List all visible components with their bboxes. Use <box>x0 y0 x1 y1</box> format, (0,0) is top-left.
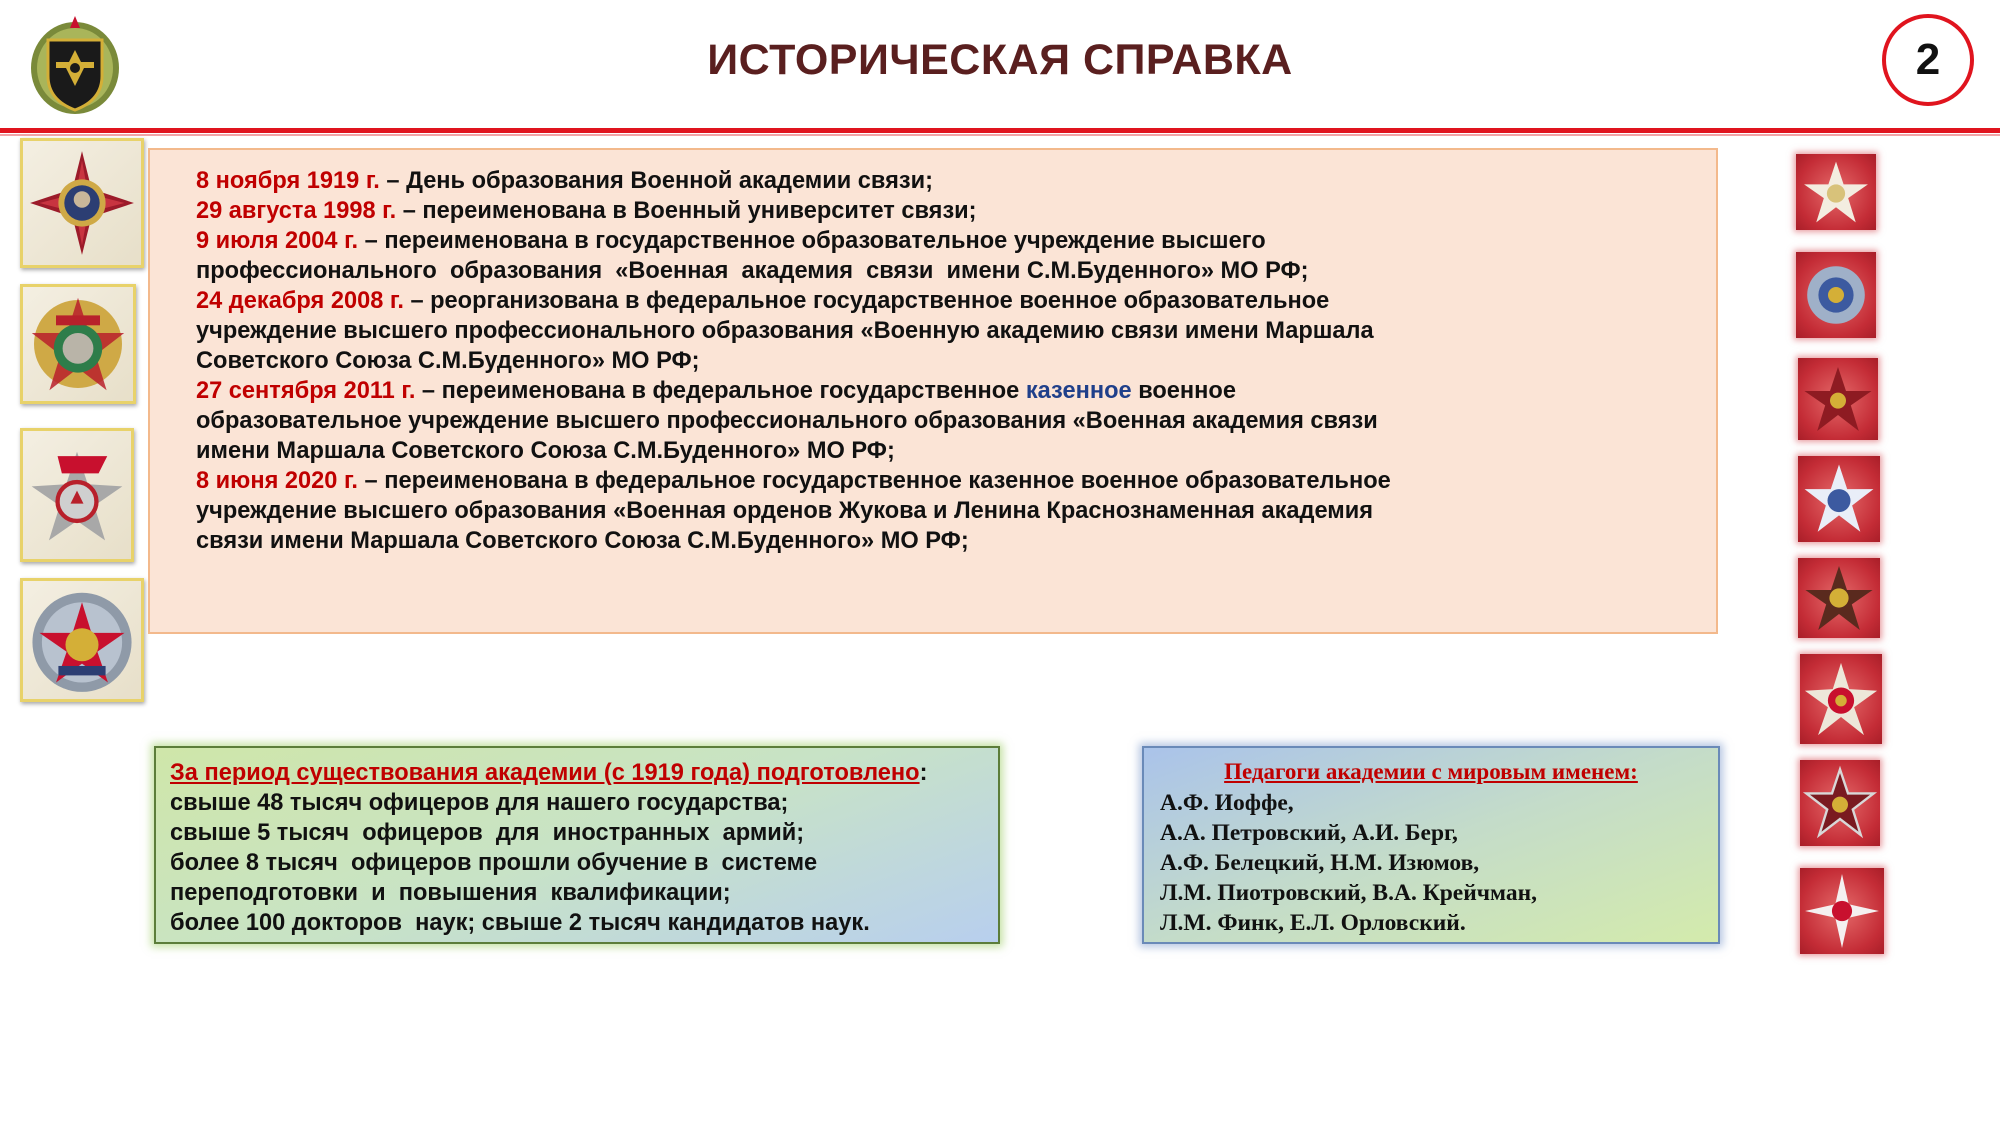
graduates-heading: За период существования академии (с 1919 года) подготовлено <box>170 760 920 786</box>
history-event: – День образования Военной академии связи; <box>379 168 933 194</box>
history-highlight: казенное <box>1025 378 1132 404</box>
award-2-icon <box>1796 252 1876 338</box>
history-event-tail: военное <box>1131 378 1236 404</box>
teacher-line: Л.М. Финк, Е.Л. Орловский. <box>1160 910 1466 936</box>
award-8-icon <box>1800 868 1884 954</box>
teacher-line: А.Ф. Белецкий, Н.М. Изюмов, <box>1160 850 1480 876</box>
graduates-text <box>170 758 990 938</box>
header-divider-shadow <box>0 134 2000 136</box>
teachers-list <box>1160 788 1700 938</box>
history-entry-1998 <box>196 196 1496 226</box>
award-7-icon <box>1800 760 1880 846</box>
page-number-badge: 2 <box>1882 14 1974 106</box>
history-date: 29 августа 1998 г. <box>196 198 397 224</box>
history-entry-2020 <box>196 466 1496 496</box>
history-date: 8 ноября 1919 г. <box>196 168 380 194</box>
teacher-line: А.Ф. Иоффе, <box>1160 790 1294 816</box>
history-date: 8 июня 2020 г. <box>196 468 358 494</box>
graduates-line: свыше 48 тысяч офицеров для нашего государства; <box>170 790 789 816</box>
award-star-3-icon <box>1798 358 1878 440</box>
header-divider <box>0 128 2000 133</box>
teachers-heading: Педагоги академии с мировым именем: <box>1224 759 1638 784</box>
history-event-continued: связи имени Маршала Советского Союза С.М.Буденного» МО РФ; <box>196 528 969 554</box>
history-text <box>196 166 1496 556</box>
history-date: 24 декабря 2008 г. <box>196 288 404 314</box>
award-4-icon <box>1798 456 1880 542</box>
graduates-line: более 100 докторов наук; свыше 2 тысяч кандидатов наук. <box>170 910 870 936</box>
history-event: – переименована в федеральное государственное <box>415 378 1026 404</box>
history-entry-2011 <box>196 376 1496 406</box>
graduates-heading-line <box>170 758 990 788</box>
history-event-continued: учреждение высшего профессионального образования «Военную академию связи имени Маршала <box>196 318 1374 344</box>
award-6-icon <box>1800 654 1882 744</box>
history-event: – переименована в государственное образовательное учреждение высшего <box>358 228 1266 254</box>
history-event-continued: учреждение высшего образования «Военная орденов Жукова и Ленина Краснознаменная академия <box>196 498 1374 524</box>
award-star-1-icon <box>1796 154 1876 230</box>
order-of-red-banner-icon <box>20 428 134 562</box>
history-event: – переименована в федеральное государственное казенное военное образовательное <box>357 468 1391 494</box>
teacher-line: Л.М. Пиотровский, В.А. Крейчман, <box>1160 880 1538 906</box>
award-5-icon <box>1798 558 1880 638</box>
history-date: 27 сентября 2011 г. <box>196 378 416 404</box>
history-event-continued: профессионального образования «Военная академия связи имени С.М.Буденного» МО РФ; <box>196 258 1309 284</box>
order-of-zhukov-icon <box>20 138 144 268</box>
history-event: – переименована в Военный университет связи; <box>396 198 977 224</box>
history-entry-2004 <box>196 226 1496 256</box>
graduates-line: переподготовки и повышения квалификации; <box>170 880 731 906</box>
history-entry-2008 <box>196 286 1496 316</box>
history-event-continued: образовательное учреждение высшего профессионального образования «Военная академия связи <box>196 408 1378 434</box>
order-of-lenin-icon <box>20 284 136 404</box>
graduates-line: свыше 5 тысяч офицеров для иностранных армий; <box>170 820 805 846</box>
history-entry-1919 <box>196 166 1496 196</box>
history-event-continued: Советского Союза С.М.Буденного» МО РФ; <box>196 348 700 374</box>
history-event-continued: имени Маршала Советского Союза С.М.Буденного» МО РФ; <box>196 438 895 464</box>
history-date: 9 июля 2004 г. <box>196 228 359 254</box>
teacher-line: А.А. Петровский, А.И. Берг, <box>1160 820 1458 846</box>
order-of-october-revolution-icon <box>20 578 144 702</box>
history-event: – реорганизована в федеральное государственное военное образовательное <box>403 288 1330 314</box>
graduates-heading-colon: : <box>919 760 928 786</box>
graduates-line: более 8 тысяч офицеров прошли обучение в системе <box>170 850 818 876</box>
page-title: ИСТОРИЧЕСКАЯ СПРАВКА <box>707 36 1293 84</box>
